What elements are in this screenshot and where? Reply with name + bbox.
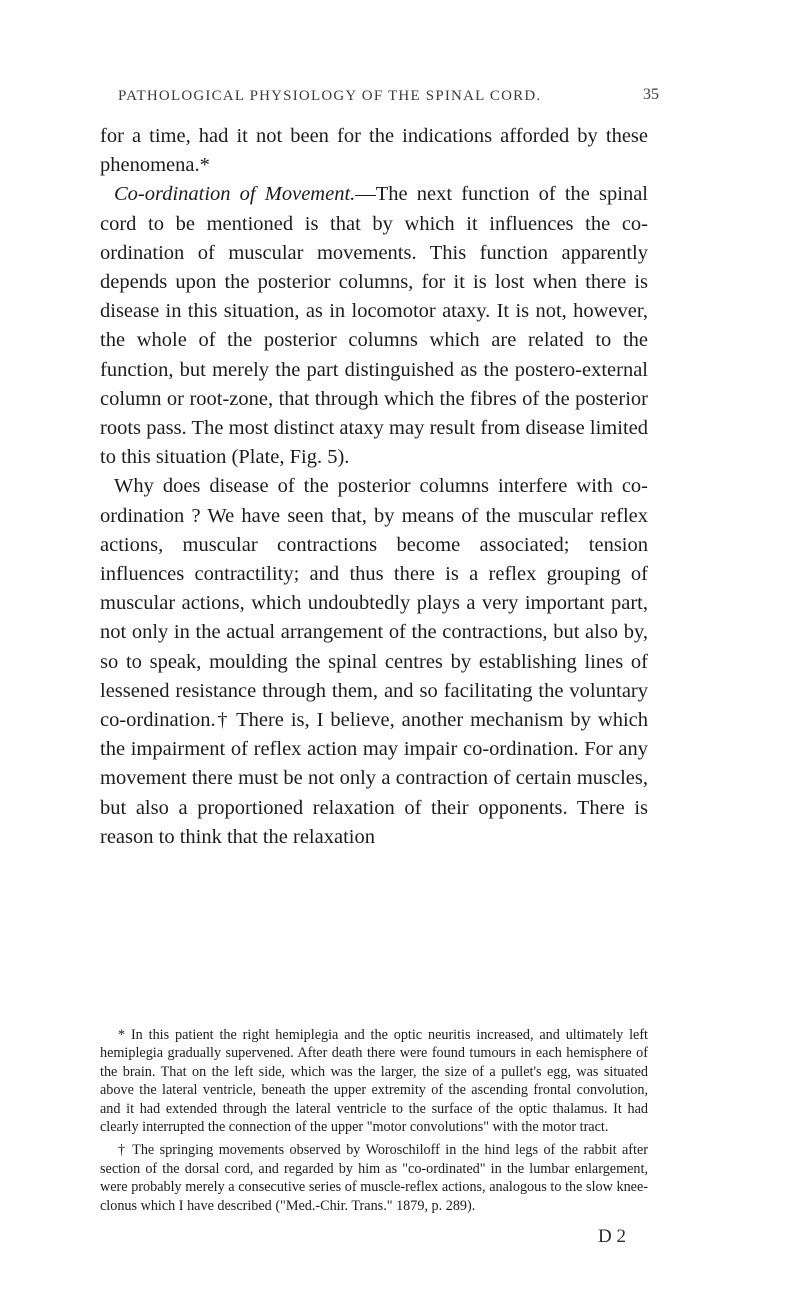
footnote-asterisk: * In this patient the right hemiplegia and the optic neuritis increased, and ultimately left hemiplegia gradually supervened. After death there were found tumours in each hemisphere of the brain. That on the left side, which was the larger, the size of a pullet's egg, was situated above the lateral ventricle, beneath the upper extremity of the ascending frontal convolution, and it had extended through the lateral ventricle to the surface of the optic thalamus. It had clearly interrupted the connection of the upper "motor convolutions" with the motor tract. bbox=[100, 1027, 648, 1136]
running-head-title: PATHOLOGICAL PHYSIOLOGY OF THE SPINAL CORD. bbox=[118, 88, 542, 104]
paragraph-coordination-text: —The next function of the spinal cord to be mentioned is that by which it influences the co-ordination of muscular movements. This function apparently depends upon the posterior columns, for it is lost when there is disease in this situation, as in locomotor ataxy. It is not, however, the whole of the posterior columns which are related to the function, but merely the part distinguished as the postero-external column or root-zone, that through which the fibres of the posterior roots pass. The most distinct ataxy may result from disease limited to this situation (Plate, Fig. 5). bbox=[100, 183, 648, 469]
page-number: 35 bbox=[643, 86, 659, 103]
footnote-dagger: † The springing movements observed by Woroschiloff in the hind legs of the rabbit after section of the dorsal cord, and regarded by him as "co-ordinated" in the lumbar enlargement, were probably merely a consecutive series of muscle-reflex actions, analogous to the slow knee-clonus which I have described ("Med.-Chir. Trans." 1879, p. 289). bbox=[100, 1142, 648, 1214]
paragraph-why-does-disease: Why does disease of the posterior columns interfere with co-ordination ? We have seen that, by means of the muscular reflex actions, muscular contractions become associated; tension influences contractility; and thus there is a reflex grouping of muscular actions, which undoubtedly plays a very important part, not only in the actual arrangement of the contractions, but also by, so to speak, moulding the spinal centres by establishing lines of lessened resistance through them, and so facilitating the voluntary co-ordination.† There is, I believe, another mechanism by which the impairment of reflex action may impair co-ordination. For any movement there must be not only a contraction of certain muscles, but also a proportioned relaxation of their opponents. There is reason to think that the relaxation bbox=[100, 475, 648, 848]
section-heading-coordination-of-movement: Co-ordination of Movement. bbox=[114, 183, 356, 206]
main-text bbox=[100, 122, 648, 852]
paragraph-coordination bbox=[100, 180, 648, 472]
paragraph-continuation: for a time, had it not been for the indications afforded by these phenomena.* bbox=[100, 125, 648, 177]
footnotes bbox=[100, 1026, 648, 1215]
printer-signature-mark: D 2 bbox=[598, 1226, 626, 1247]
